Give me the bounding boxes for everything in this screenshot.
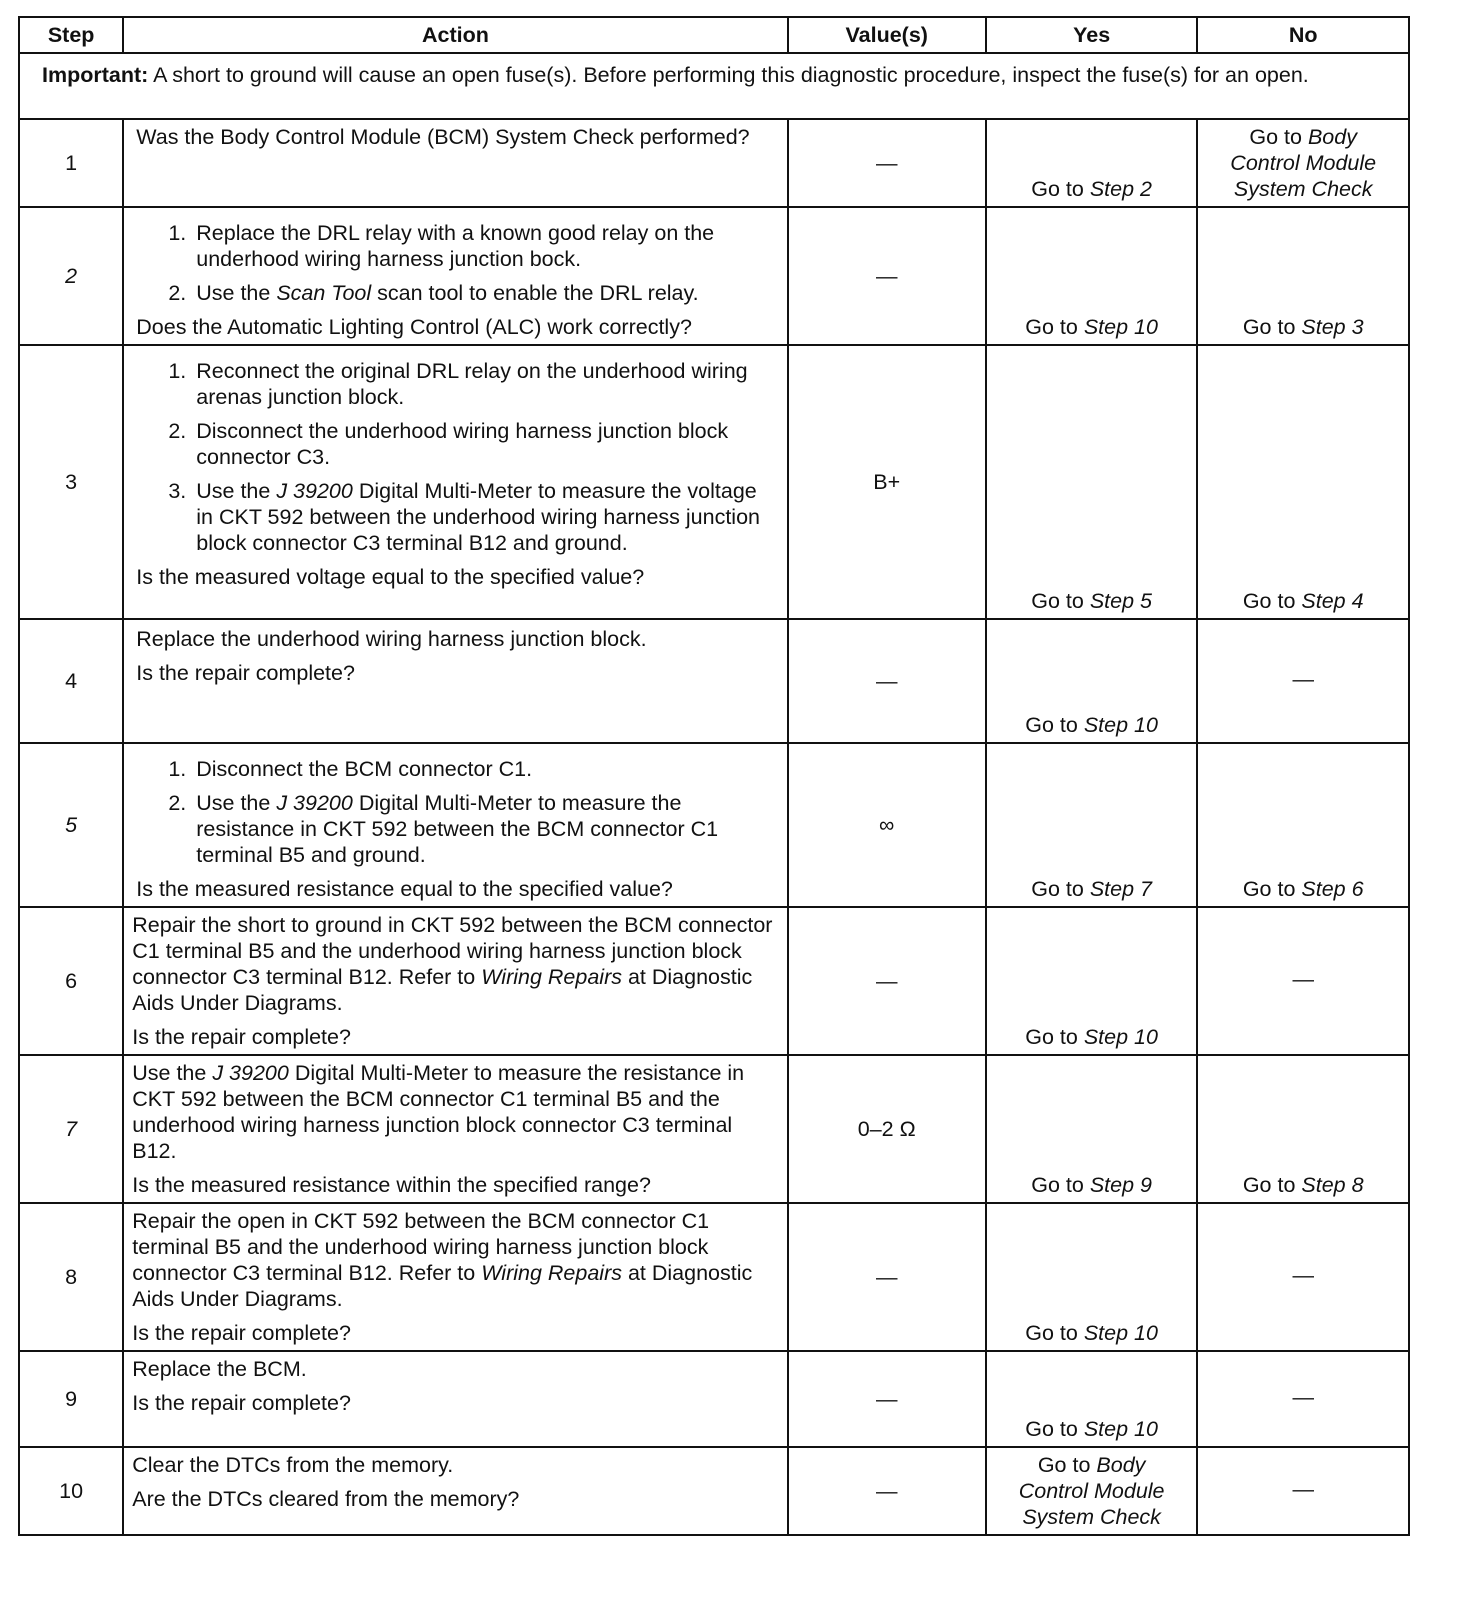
action-question: Does the Automatic Lighting Control (ALC) work correctly? — [136, 315, 692, 339]
action-cell — [123, 743, 787, 907]
yes-cell: Go to Step 7 — [986, 743, 1198, 907]
header-step: Step — [19, 17, 123, 53]
action-item: 2. Use the Scan Tool scan tool to enable the DRL relay. — [192, 280, 776, 306]
action-question: Is the measured voltage equal to the specified value? — [136, 565, 645, 589]
yes-cell: Go to Step 2 — [986, 119, 1198, 207]
diagnostic-table — [18, 16, 1410, 1536]
no-cell: — — [1197, 1351, 1409, 1447]
yes-link[interactable]: Body — [1096, 1453, 1146, 1477]
step-number: 5 — [19, 743, 123, 907]
no-cell: Go to Step 4 — [1197, 345, 1409, 619]
value-cell: B+ — [788, 345, 986, 619]
step-number: 7 — [19, 1055, 123, 1203]
important-note — [19, 53, 1409, 119]
table-row — [19, 1351, 1409, 1447]
action-question: Is the measured resistance equal to the specified value? — [136, 877, 673, 901]
value-cell: — — [788, 1351, 986, 1447]
table-row — [19, 1447, 1409, 1535]
value-cell: — — [788, 119, 986, 207]
yes-link[interactable]: Step 10 — [1083, 315, 1158, 339]
action-cell — [123, 119, 787, 207]
no-cell: Go to Body Control Module System Check — [1197, 119, 1409, 207]
action-item: 2. Disconnect the underhood wiring harness junction block connector C3. — [192, 418, 776, 470]
action-question: Is the repair complete? — [132, 1391, 351, 1415]
action-question: Is the measured resistance within the specified range? — [132, 1173, 651, 1197]
table-row — [19, 207, 1409, 345]
action-question: Is the repair complete? — [136, 661, 355, 685]
action-text: Replace the BCM. — [132, 1357, 307, 1381]
no-cell: Go to Step 3 — [1197, 207, 1409, 345]
step-number: 9 — [19, 1351, 123, 1447]
step-number: 3 — [19, 345, 123, 619]
step-number: 2 — [19, 207, 123, 345]
action-list — [136, 358, 776, 556]
action-cell — [123, 1055, 787, 1203]
yes-cell: Go to Step 10 — [986, 907, 1198, 1055]
action-item: 1. Replace the DRL relay with a known good relay on the underhood wiring harness junction bock. — [192, 220, 776, 272]
value-cell: — — [788, 1447, 986, 1535]
header-yes: Yes — [986, 17, 1198, 53]
important-note-row — [19, 53, 1409, 119]
value-cell: — — [788, 619, 986, 743]
action-question: Is the repair complete? — [132, 1025, 351, 1049]
important-text: A short to ground will cause an open fuse(s). Before performing this diagnostic procedure, inspect the fuse(s) for an open. — [148, 63, 1309, 87]
yes-link[interactable]: Step 7 — [1089, 877, 1152, 901]
action-cell — [123, 1447, 787, 1535]
action-text: Replace the underhood wiring harness junction block. — [136, 627, 647, 651]
action-cell — [123, 1351, 787, 1447]
no-link[interactable]: Step 4 — [1301, 589, 1364, 613]
no-link[interactable]: Body — [1307, 125, 1357, 149]
table-row — [19, 743, 1409, 907]
action-question: Are the DTCs cleared from the memory? — [132, 1487, 520, 1511]
value-cell: — — [788, 1203, 986, 1351]
yes-cell: Go to Step 10 — [986, 207, 1198, 345]
step-number: 6 — [19, 907, 123, 1055]
action-item: 1. Reconnect the original DRL relay on the underhood wiring arenas junction block. — [192, 358, 776, 410]
yes-cell: Go to Step 10 — [986, 1351, 1198, 1447]
yes-link[interactable]: Step 10 — [1083, 1321, 1158, 1345]
value-cell: — — [788, 907, 986, 1055]
action-text: Repair the open in CKT 592 between the BCM connector C1 terminal B5 and the underhood wiring harness junction block connector C3 terminal B12. Refer to Wiring Repairs at Diagnostic Aids Under Diagrams. — [132, 1209, 753, 1311]
yes-link[interactable]: Step 10 — [1083, 1025, 1158, 1049]
header-no: No — [1197, 17, 1409, 53]
value-cell: 0–2 Ω — [788, 1055, 986, 1203]
action-cell — [123, 207, 787, 345]
no-cell: — — [1197, 1447, 1409, 1535]
no-link[interactable]: Step 6 — [1301, 877, 1364, 901]
action-list — [136, 756, 776, 868]
table-row — [19, 119, 1409, 207]
yes-link[interactable]: Step 5 — [1089, 589, 1152, 613]
no-cell: — — [1197, 907, 1409, 1055]
action-question: Is the repair complete? — [132, 1321, 351, 1345]
value-cell: ∞ — [788, 743, 986, 907]
action-item: 3. Use the J 39200 Digital Multi-Meter to measure the voltage in CKT 592 between the underhood wiring harness junction block connector C3 terminal B12 and ground. — [192, 478, 776, 556]
no-cell: Go to Step 8 — [1197, 1055, 1409, 1203]
action-text: Repair the short to ground in CKT 592 between the BCM connector C1 terminal B5 and the underhood wiring harness junction block connector C3 terminal B12. Refer to Wiring Repairs at Diagnostic Aids Under Diagrams. — [132, 913, 773, 1015]
yes-link[interactable]: Step 9 — [1089, 1173, 1152, 1197]
yes-cell: Go to Step 10 — [986, 1203, 1198, 1351]
action-text: Was the Body Control Module (BCM) System Check performed? — [136, 125, 750, 149]
action-cell — [123, 1203, 787, 1351]
step-number: 4 — [19, 619, 123, 743]
yes-cell: Go to Body Control Module System Check — [986, 1447, 1198, 1535]
table-row — [19, 1055, 1409, 1203]
action-item: 1. Disconnect the BCM connector C1. — [192, 756, 776, 782]
step-number: 1 — [19, 119, 123, 207]
action-item: 2. Use the J 39200 Digital Multi-Meter to measure the resistance in CKT 592 between the BCM connector C1 terminal B5 and ground. — [192, 790, 776, 868]
header-row — [19, 17, 1409, 53]
step-number: 8 — [19, 1203, 123, 1351]
header-values: Value(s) — [788, 17, 986, 53]
action-cell — [123, 619, 787, 743]
action-text: Use the J 39200 Digital Multi-Meter to measure the resistance in CKT 592 between the BCM connector C1 terminal B5 and the underhood wiring harness junction block connector C3 terminal B12. — [132, 1061, 745, 1163]
action-list — [136, 220, 776, 306]
no-cell: — — [1197, 619, 1409, 743]
yes-cell: Go to Step 10 — [986, 619, 1198, 743]
action-cell — [123, 345, 787, 619]
value-cell: — — [788, 207, 986, 345]
no-cell: — — [1197, 1203, 1409, 1351]
no-cell: Go to Step 6 — [1197, 743, 1409, 907]
no-link[interactable]: Step 8 — [1301, 1173, 1364, 1197]
header-action: Action — [123, 17, 787, 53]
table-row — [19, 345, 1409, 619]
no-link[interactable]: Step 3 — [1301, 315, 1364, 339]
table-row — [19, 619, 1409, 743]
yes-link[interactable]: Step 2 — [1089, 177, 1152, 201]
action-text: Clear the DTCs from the memory. — [132, 1453, 454, 1477]
table-row — [19, 907, 1409, 1055]
yes-cell: Go to Step 5 — [986, 345, 1198, 619]
yes-link[interactable]: Step 10 — [1083, 713, 1158, 737]
yes-cell: Go to Step 9 — [986, 1055, 1198, 1203]
table-row — [19, 1203, 1409, 1351]
action-cell — [123, 907, 787, 1055]
important-label: Important: — [42, 63, 149, 87]
yes-link[interactable]: Step 10 — [1083, 1417, 1158, 1441]
step-number: 10 — [19, 1447, 123, 1535]
